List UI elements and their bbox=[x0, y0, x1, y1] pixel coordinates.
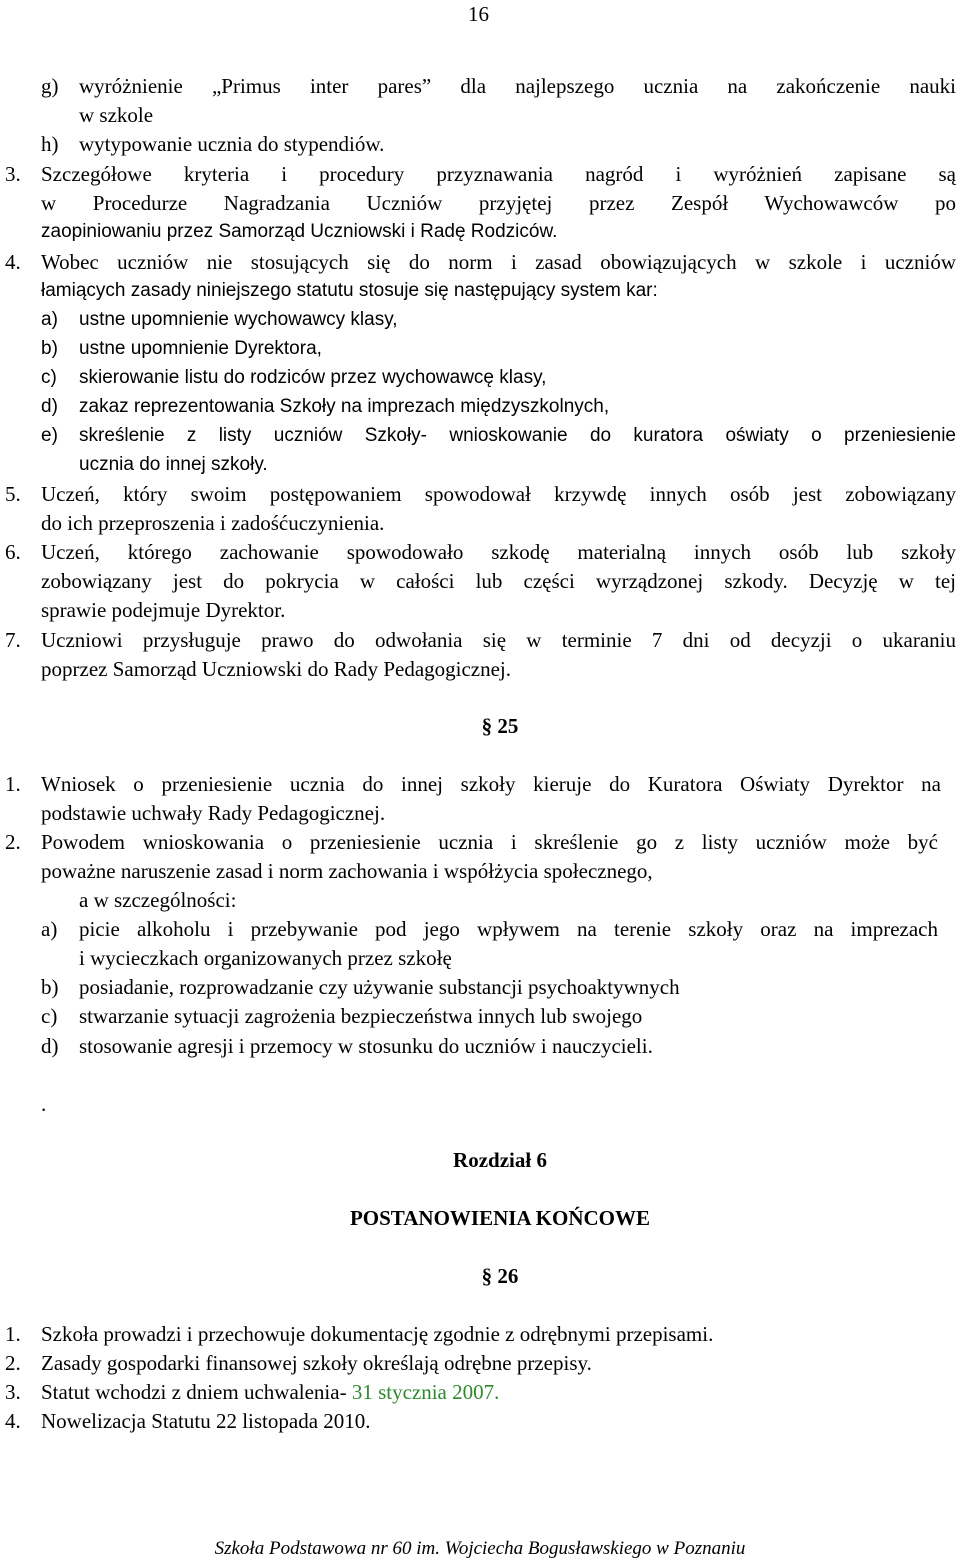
item-text: Uczeń, którego zachowanie spowodowało szkodę materialną innych osób lub szkoły bbox=[41, 540, 956, 564]
item-text: Szkoła prowadzi i przechowuje dokumentację zgodnie z odrębnymi przepisami. bbox=[41, 1322, 714, 1346]
sub-text: skierowanie listu do rodziców przez wychowawcę klasy, bbox=[79, 367, 547, 388]
item-number: 3. bbox=[5, 1380, 21, 1404]
item-number: 1. bbox=[5, 772, 21, 796]
footer-text: Szkoła Podstawowa nr 60 im. Wojciecha Bogusławskiego w Poznaniu bbox=[214, 1538, 746, 1559]
item-number: 4. bbox=[5, 250, 21, 274]
item-number: 2. bbox=[5, 830, 21, 854]
item-text: do ich przeproszenia i zadośćuczynienia. bbox=[41, 511, 385, 535]
item-text: Wobec uczniów nie stosujących się do norm i zasad obowiązujących w szkole i uczniów bbox=[41, 250, 956, 274]
item-text: zaopiniowaniu przez Samorząd Uczniowski i Radę Rodziców. bbox=[41, 221, 558, 242]
sub-text: ustne upomnienie Dyrektora, bbox=[79, 338, 322, 359]
section-heading: § 26 bbox=[481, 1264, 519, 1288]
chapter-title: Rozdział 6 bbox=[453, 1148, 547, 1172]
item-number: 5. bbox=[5, 482, 21, 506]
sub-label: e) bbox=[41, 425, 58, 446]
sub-label: d) bbox=[41, 396, 58, 417]
item-text: Nowelizacja Statutu 22 listopada 2010. bbox=[41, 1409, 371, 1433]
sub-text: i wycieczkach organizowanych przez szkołę bbox=[79, 946, 452, 970]
section-heading: § 25 bbox=[481, 714, 519, 738]
item-text: łamiących zasady niniejszego statutu stosuje się następujący system kar: bbox=[41, 280, 658, 301]
item-text: poważne naruszenie zasad i norm zachowania i współżycia społecznego, bbox=[41, 859, 653, 883]
chapter-subtitle: POSTANOWIENIA KOŃCOWE bbox=[349, 1206, 651, 1230]
item-text: a w szczególności: bbox=[79, 888, 237, 912]
sub-text: posiadanie, rozprowadzanie czy używanie substancji psychoaktywnych bbox=[79, 975, 680, 999]
sub-text: stosowanie agresji i przemocy w stosunku do uczniów i nauczycieli. bbox=[79, 1034, 653, 1058]
item-number: 4. bbox=[5, 1409, 21, 1433]
item-text: wyróżnienie „Primus inter pares” dla najlepszego ucznia na zakończenie nauki bbox=[79, 74, 956, 98]
item-number: 6. bbox=[5, 540, 21, 564]
sub-text: ustne upomnienie wychowawcy klasy, bbox=[79, 309, 398, 330]
page-footer bbox=[0, 1538, 960, 1560]
item-text: Uczniowi przysługuje prawo do odwołania się w terminie 7 dni od decyzji o ukaraniu bbox=[41, 628, 956, 652]
stray-dot: . bbox=[41, 1092, 47, 1116]
item-text: Powodem wnioskowania o przeniesienie ucznia i skreślenie go z listy uczniów może być bbox=[41, 830, 938, 854]
item-text: Uczeń, który swoim postępowaniem spowodował krzywdę innych osób jest zobowiązany bbox=[41, 482, 956, 506]
sub-label: d) bbox=[41, 1034, 59, 1058]
page-number: 16 bbox=[468, 2, 489, 26]
item-number: 7. bbox=[5, 628, 21, 652]
sub-label: c) bbox=[41, 367, 57, 388]
item-text: sprawie podejmuje Dyrektor. bbox=[41, 598, 286, 622]
item-text: Szczegółowe kryteria i procedury przyznawania nagród i wyróżnień zapisane są bbox=[41, 162, 956, 186]
item-number: 1. bbox=[5, 1322, 21, 1346]
sub-text: stwarzanie sytuacji zagrożenia bezpieczeństwa innych lub swojego bbox=[79, 1004, 643, 1028]
sub-text: zakaz reprezentowania Szkoły na imprezach międzyszkolnych, bbox=[79, 396, 610, 417]
item-label: g) bbox=[41, 74, 59, 98]
sub-label: a) bbox=[41, 917, 58, 941]
item-number: 3. bbox=[5, 162, 21, 186]
item-number: 2. bbox=[5, 1351, 21, 1375]
item-text: Zasady gospodarki finansowej szkoły określają odrębne przepisy. bbox=[41, 1351, 592, 1375]
sub-label: a) bbox=[41, 309, 58, 330]
item-text: podstawie uchwały Rady Pedagogicznej. bbox=[41, 801, 386, 825]
item-text: poprzez Samorząd Uczniowski do Rady Pedagogicznej. bbox=[41, 657, 512, 681]
item-text: Wniosek o przeniesienie ucznia do innej szkoły kieruje do Kuratora Oświaty Dyrektor na bbox=[41, 772, 941, 796]
sub-text: skreślenie z listy uczniów Szkoły- wnioskowanie do kuratora oświaty o przeniesienie bbox=[79, 425, 956, 446]
item-text bbox=[41, 1378, 499, 1406]
sub-text: picie alkoholu i przebywanie pod jego wpływem na terenie szkoły oraz na imprezach bbox=[79, 917, 938, 941]
sub-label: b) bbox=[41, 975, 59, 999]
item-text-main: Statut wchodzi z dniem uchwalenia- bbox=[41, 1380, 352, 1404]
sub-text: ucznia do innej szkoły. bbox=[79, 454, 268, 475]
date-highlight: 31 stycznia 2007. bbox=[351, 1380, 500, 1404]
item-text: w szkole bbox=[79, 103, 154, 127]
item-label: h) bbox=[41, 132, 59, 156]
sub-label: b) bbox=[41, 338, 58, 359]
item-text: w Procedurze Nagradzania Uczniów przyjętej przez Zespół Wychowawców po bbox=[41, 191, 956, 215]
item-text: wytypowanie ucznia do stypendiów. bbox=[79, 132, 385, 156]
item-text: zobowiązany jest do pokrycia w całości lub części wyrządzonej szkody. Decyzję w tej bbox=[41, 569, 956, 593]
sub-label: c) bbox=[41, 1004, 58, 1028]
